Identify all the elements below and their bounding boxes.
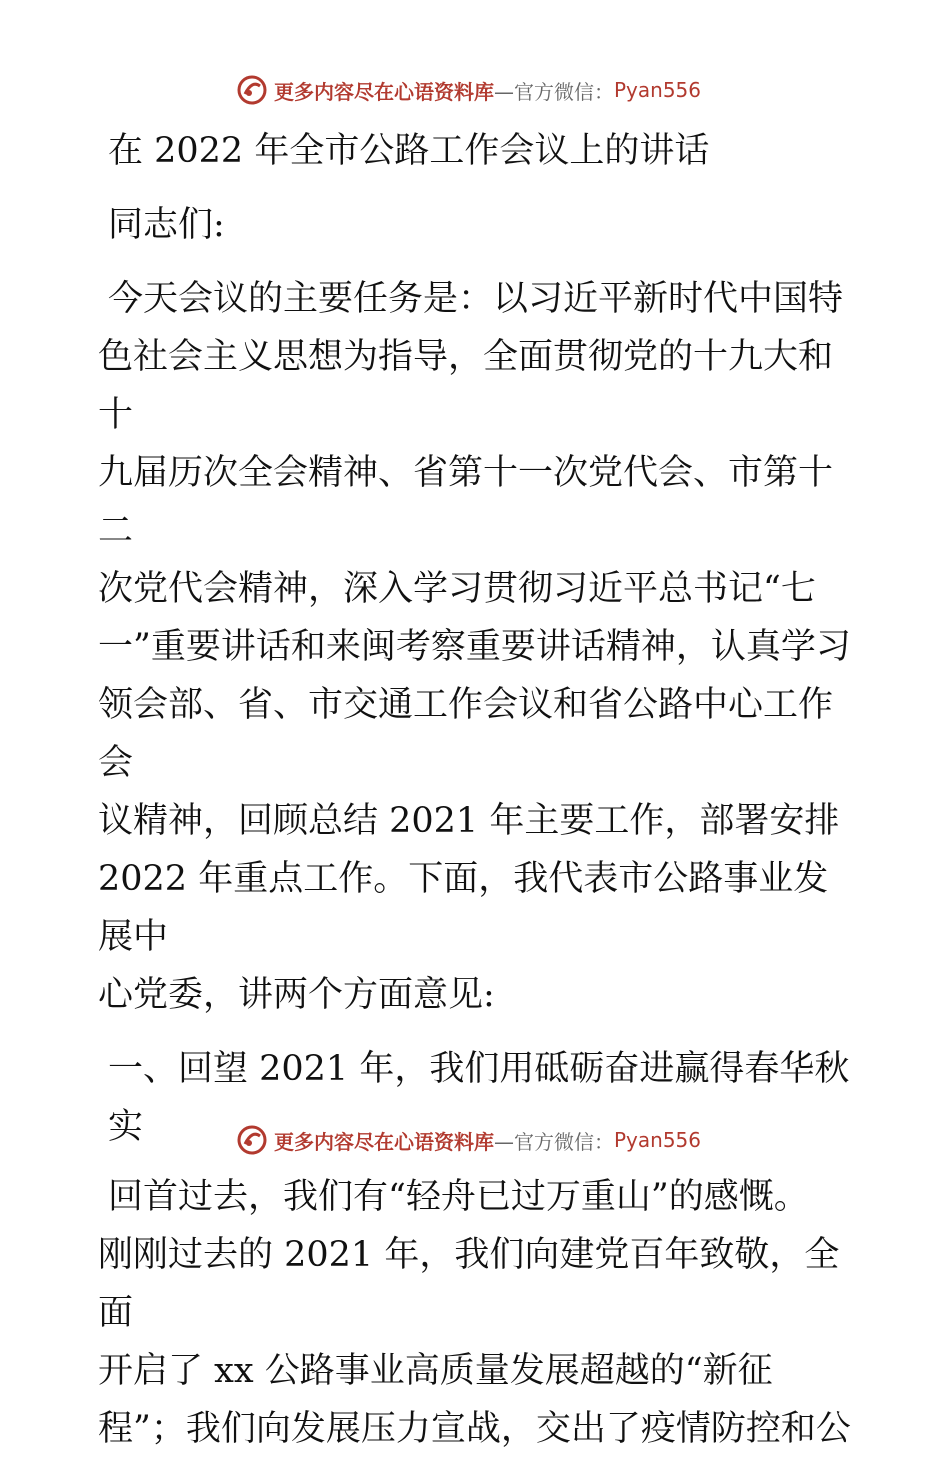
paragraph-line: 一”重要讲话和来闽考察重要讲话精神，认真学习 bbox=[98, 627, 851, 667]
document-body bbox=[98, 122, 858, 1458]
paragraph-intro bbox=[98, 270, 858, 1024]
watermark-footer bbox=[236, 1124, 701, 1156]
watermark-main-text: 更多内容尽在心语资料库 bbox=[274, 1129, 494, 1154]
paragraph-line: 今天会议的主要任务是：以习近平新时代中国特 bbox=[108, 279, 844, 319]
watermark-separator-text: —官方微信： bbox=[494, 1129, 614, 1154]
paragraph-line: 九届历次全会精神、省第十一次党代会、市第十二 bbox=[98, 453, 834, 551]
paragraph-line: 2022 年重点工作。下面，我代表市公路事业发展中 bbox=[98, 859, 829, 957]
watermark-logo-icon bbox=[236, 74, 268, 106]
paragraph-line: 次党代会精神，深入学习贯彻习近平总书记“七 bbox=[98, 569, 816, 609]
paragraph-line: 刚刚过去的 2021 年，我们向建党百年致敬，全面 bbox=[98, 1235, 840, 1333]
document-title: 在 2022 年全市公路工作会议上的讲话 bbox=[108, 131, 710, 171]
greeting: 同志们: bbox=[108, 205, 225, 245]
watermark-id-text: Pyan556 bbox=[614, 78, 702, 102]
watermark-separator-text: —官方微信： bbox=[494, 79, 614, 104]
watermark-id-text: Pyan556 bbox=[614, 1128, 702, 1152]
watermark-header bbox=[236, 74, 701, 106]
paragraph-line: 开启了 xx 公路事业高质量发展超越的“新征 bbox=[98, 1351, 773, 1391]
watermark-main-text: 更多内容尽在心语资料库 bbox=[274, 79, 494, 104]
paragraph-line: 程”；我们向发展压力宣战，交出了疫情防控和公 bbox=[98, 1409, 851, 1449]
watermark-logo-icon bbox=[236, 1124, 268, 1156]
paragraph-line: 心党委，讲两个方面意见: bbox=[98, 975, 495, 1015]
paragraph-line: 色社会主义思想为指导，全面贯彻党的十九大和十 bbox=[98, 337, 834, 435]
paragraph-line: 领会部、省、市交通工作会议和省公路中心工作会 bbox=[98, 685, 834, 783]
paragraph-review bbox=[98, 1168, 858, 1458]
paragraph-line: 议精神，回顾总结 2021 年主要工作，部署安排 bbox=[98, 801, 840, 841]
section-heading: 一、回望 2021 年，我们用砥砺奋进赢得春华秋实 bbox=[108, 1049, 850, 1147]
paragraph-line: 回首过去，我们有“轻舟已过万重山”的感慨。 bbox=[108, 1177, 809, 1217]
